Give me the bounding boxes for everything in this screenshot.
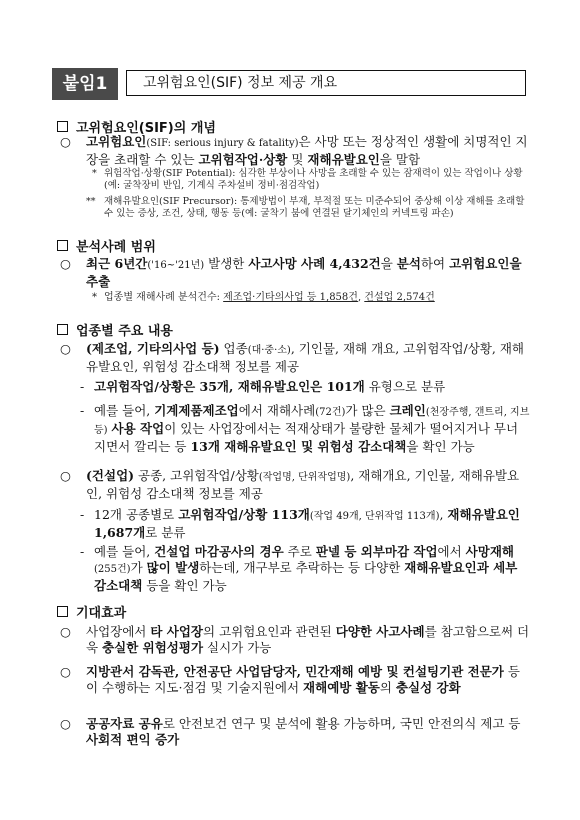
text-segment: (천장주행, 갠트리, 지브 등) [94,407,530,436]
text-segment: 이 있는 사업장에서는 적재상태가 불량한 물체가 떨어지거나 무너지면서 깔리는 등 [94,421,519,454]
text-segment: 및 [287,152,308,167]
dash-marker: - [80,544,85,559]
note-text [104,292,530,304]
text-segment: 고위험작업/상황 113개 [178,507,310,522]
text-segment: (작업 49개, 단위작업 113개) [309,511,440,522]
effect-text [86,624,530,656]
text-segment: 다양한 사고사례 [335,624,425,639]
manufacturing-classification [80,379,530,395]
construction-item [60,468,530,502]
text-segment: 실시가 가능 [203,640,272,655]
text-segment: 업종별 재해사례 분석건수: [104,292,224,303]
text-segment: 13개 재해유발요인 및 위험성 감소대책 [190,439,407,454]
text-segment: 충실한 위험성평가 [102,640,204,655]
square-bullet-icon [57,121,68,132]
text-segment: (SIF: serious injury & fatality) [146,138,299,149]
dash-marker: - [80,507,85,522]
text-segment: , [357,292,365,303]
asterisk-marker: * [92,292,97,303]
text-segment: 의 [379,680,396,695]
document-header [52,68,528,100]
circle-bullet-icon: ○ [60,256,71,271]
effect-text [86,664,530,696]
text-segment: 제조업·기타의사업 등 1,858건 [223,292,358,303]
sif-definition-item [60,134,530,168]
text-segment: 사망재해 [465,544,514,559]
text-segment: 재해유발요인과 세부 감소대책 [94,560,518,593]
text-segment: 기계제품제조업 [154,403,239,418]
construction-example [80,544,530,594]
square-bullet-icon [57,324,68,335]
section-title: 분석사례 범위 [76,240,156,255]
text-segment: 충실성 강화 [395,680,461,695]
text-segment: 크레인 [389,403,426,418]
text-segment: 사업장에서 [86,624,151,639]
text-segment: 12개 공종별로 [94,507,179,522]
text-segment: 가 많은 [345,403,390,418]
construction-text [86,468,530,502]
text-segment: 업종 [219,341,248,356]
circle-bullet-icon: ○ [60,341,71,356]
text-segment: 지방관서 감독관, 안전공단 사업담당자, 민간재해 예방 및 컨설팅기관 전문가 [86,664,504,679]
text-segment: 고위험작업·상황 [198,152,288,167]
section-heading-expected-effects [57,602,126,621]
attachment-tag: 붙임1 [52,68,118,100]
text-segment: 고위험요인 [86,134,147,149]
effect-text [86,716,530,748]
example-text [94,403,530,455]
text-segment: 하여 [420,256,450,271]
text-segment: 고위험작업/상황은 35개, 재해유발요인은 101개 [94,379,365,394]
effect-item-public-data [60,716,530,748]
circle-bullet-icon: ○ [60,134,71,149]
text-segment: 건설업 2,574건 [364,292,435,303]
text-segment: 재해유발요인 [307,152,380,167]
document-title: 고위험요인(SIF) 정보 제공 개요 [126,70,526,96]
double-asterisk-marker: ** [86,196,96,207]
case-count-note [92,292,530,304]
text-segment: 에서 [437,544,466,559]
text-segment: 로 분류 [145,525,186,540]
note-text: 재해유발요인(SIF Precursor): 통제방법이 부재, 부적절 또는 미준수되어 중상해 이상 재해를 초래할 수 있는 증상, 조건, 상태, 행동 등(예: 굴착기 붐에 연결된 달기체인의 커넥트링 파손) [104,196,525,219]
asterisk-marker: * [92,168,97,179]
text-segment: 사용 작업 [111,421,165,436]
analysis-scope-item [60,256,530,290]
text-segment: (대·중·소) [247,345,291,356]
text-segment: 로 안전보건 연구 및 분석에 활용 가능하며, 국민 안전의식 제고 등 [162,716,521,731]
text-segment: 많이 발생 [146,560,200,575]
text-segment: 등을 확인 가능 [142,578,227,593]
example-text [94,544,530,594]
text-segment: 의 고위험요인과 관련된 [203,624,336,639]
section-title: 기대효과 [76,606,127,621]
text-segment: 가 [130,560,147,575]
circle-bullet-icon: ○ [60,716,71,731]
sif-precursor-note [86,196,530,219]
text-segment: 발생한 [204,256,249,271]
text-segment: 사고사망 사례 4,432건 [248,256,381,271]
text-segment: 을 확인 가능 [406,439,475,454]
classification-text [94,379,530,395]
text-segment: 은 사망 또는 정상적인 생활에 치명적인 지장을 초래할 수 있는 [86,134,528,167]
text-segment: 분석 [396,256,421,271]
section-title: 업종별 주요 내용 [76,324,173,339]
section-title: 고위험요인(SIF)의 개념 [76,121,216,136]
text-segment: 을 [380,256,397,271]
manufacturing-text [86,341,530,375]
text-segment: 예를 들어, [94,544,155,559]
text-segment: 유형으로 분류 [364,379,446,394]
text-segment: 등이 수행하는 지도·점검 및 기술지원에서 [86,664,520,695]
text-segment: 를 참고함으로써 더욱 [86,624,530,655]
text-segment: 공종, 고위험작업/상황 [134,468,259,483]
text-segment: 타 사업장 [150,624,204,639]
text-segment: , [439,507,448,522]
sif-potential-note [92,168,530,191]
text-segment: 주로 [283,544,316,559]
circle-bullet-icon: ○ [60,664,71,679]
text-segment: 을 말함 [379,152,421,167]
sif-definition-text [86,134,530,168]
text-segment: (제조업, 기타의사업 등) [86,341,220,356]
text-segment: 건설업 마감공사의 경우 [154,544,284,559]
text-segment: 예를 들어, [94,403,155,418]
note-text: 위험작업·상황(SIF Potential): 심각한 부상이나 사망을 초래할 수 있는 잠재력이 있는 작업이나 상황(예: 굴착장비 반입, 기계식 주차설비 정비·점검작업) [104,168,523,191]
text-segment: , 재해개요, 기인물, 재해유발요인, 위험성 감소대책 정보를 제공 [86,468,520,501]
square-bullet-icon [57,240,68,251]
circle-bullet-icon: ○ [60,624,71,639]
text-segment: 하는데, 개구부로 추락하는 등 다양한 [199,560,405,575]
text-segment: 판넬 등 외부마감 작업 [315,544,438,559]
text-segment: (255건) [94,564,131,575]
text-segment: 사회적 편익 증가 [86,732,180,747]
text-segment: (72건) [315,407,346,418]
text-segment: ('16~'21년) [147,260,205,271]
text-segment: 고위험요인을 추출 [86,256,522,289]
classification-text [94,507,530,541]
effect-item-case-reference [60,624,530,656]
text-segment: 재해유발요인 1,687개 [94,507,520,540]
dash-marker: - [80,379,85,394]
square-bullet-icon [57,606,68,617]
construction-classification [80,507,530,541]
analysis-scope-text [86,256,530,290]
text-segment: 최근 6년간 [86,256,148,271]
circle-bullet-icon: ○ [60,468,71,483]
text-segment: (작업명, 단위작업명) [258,472,351,483]
text-segment: 에서 재해사례 [238,403,316,418]
manufacturing-example [80,403,530,455]
text-segment: , 기인물, 재해 개요, 고위험작업/상황, 재해유발요인, 위험성 감소대책 정보를 제공 [86,341,525,374]
text-segment: (건설업) [86,468,135,483]
text-segment: 공공자료 공유 [86,716,163,731]
text-segment: 재해예방 활동 [303,680,380,695]
manufacturing-item [60,341,530,375]
dash-marker: - [80,403,85,418]
effect-item-inspection [60,664,530,696]
section-heading-industry-content [57,320,173,339]
section-heading-analysis-scope [57,236,156,255]
